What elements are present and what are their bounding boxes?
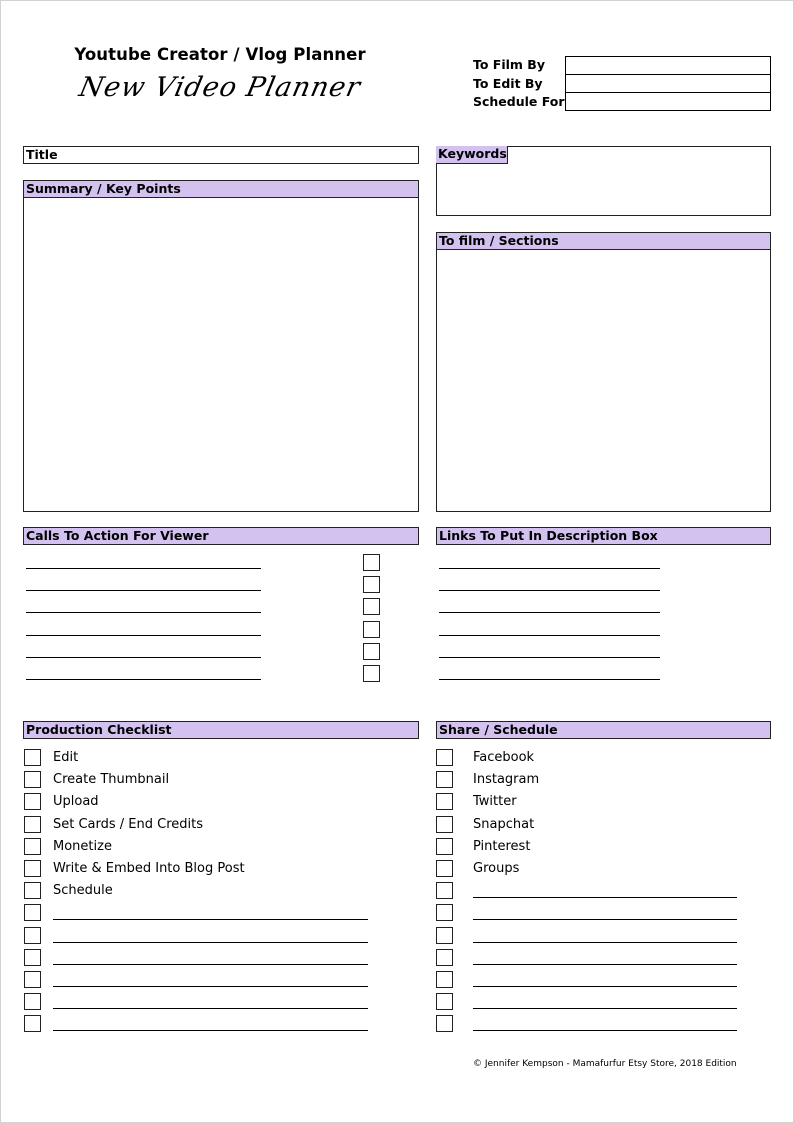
production-checkbox[interactable] — [24, 927, 41, 944]
share-header: Share / Schedule — [436, 721, 771, 739]
production-checkbox[interactable] — [24, 749, 41, 766]
share-blank-line[interactable] — [473, 919, 737, 920]
share-checkbox[interactable] — [436, 927, 453, 944]
share-item-label: Instagram — [473, 772, 540, 788]
production-blank-line[interactable] — [53, 964, 368, 965]
production-item-label: Edit — [53, 750, 79, 765]
share-blank-line[interactable] — [473, 897, 737, 898]
production-checkbox[interactable] — [24, 793, 41, 810]
share-blank-line[interactable] — [473, 964, 737, 965]
share-blank-line[interactable] — [473, 1008, 737, 1009]
production-checkbox[interactable] — [24, 838, 41, 855]
share-item-label: Pinterest — [473, 838, 531, 854]
to-film-header: To film / Sections — [436, 232, 771, 250]
production-checkbox[interactable] — [24, 993, 41, 1010]
share-checkbox[interactable] — [436, 860, 453, 877]
share-checkbox[interactable] — [436, 749, 453, 766]
production-checkbox[interactable] — [24, 882, 41, 899]
script-subtitle: New Video Planner — [76, 72, 364, 103]
cta-checkbox[interactable] — [363, 621, 380, 638]
to-film-box[interactable] — [436, 249, 771, 512]
production-checkbox[interactable] — [24, 904, 41, 921]
cta-line[interactable] — [26, 679, 261, 680]
link-line[interactable] — [439, 590, 660, 591]
edit-by-field[interactable] — [566, 74, 770, 92]
cta-checkbox[interactable] — [363, 665, 380, 682]
link-line[interactable] — [439, 568, 660, 569]
share-checkbox[interactable] — [436, 949, 453, 966]
cta-checkbox[interactable] — [363, 554, 380, 571]
production-blank-line[interactable] — [53, 1008, 368, 1009]
link-line[interactable] — [439, 635, 660, 636]
cta-line[interactable] — [26, 568, 261, 569]
share-blank-line[interactable] — [473, 942, 737, 943]
share-item-label: Snapchat — [473, 816, 535, 832]
schedule-for-label: Schedule For — [473, 94, 565, 109]
keywords-label: Keywords — [436, 146, 508, 164]
share-checkbox[interactable] — [436, 904, 453, 921]
production-checkbox[interactable] — [24, 816, 41, 833]
share-blank-line[interactable] — [473, 986, 737, 987]
edit-by-label: To Edit By — [473, 76, 543, 91]
footer-copyright: © Jennifer Kempson - Mamafurfur Etsy Store, 2018 Edition — [473, 1059, 737, 1069]
production-checkbox[interactable] — [24, 1015, 41, 1032]
share-checkbox[interactable] — [436, 816, 453, 833]
cta-checkbox[interactable] — [363, 643, 380, 660]
film-by-field[interactable] — [566, 57, 770, 74]
production-checkbox[interactable] — [24, 949, 41, 966]
production-item-label: Create Thumbnail — [53, 772, 170, 788]
date-fields — [565, 56, 771, 111]
production-item-label: Upload — [53, 794, 99, 810]
share-checkbox[interactable] — [436, 882, 453, 899]
production-blank-line[interactable] — [53, 942, 368, 943]
share-checkbox[interactable] — [436, 1015, 453, 1032]
production-item-label: Monetize — [53, 838, 112, 854]
schedule-for-field[interactable] — [566, 92, 770, 110]
share-checkbox[interactable] — [436, 993, 453, 1010]
production-blank-line[interactable] — [53, 1030, 368, 1031]
film-by-label: To Film By — [473, 57, 545, 72]
link-line[interactable] — [439, 679, 660, 680]
production-item-label: Write & Embed Into Blog Post — [53, 861, 245, 876]
cta-line[interactable] — [26, 612, 261, 613]
production-item-label: Set Cards / End Credits — [53, 816, 204, 832]
share-checkbox[interactable] — [436, 771, 453, 788]
share-checkbox[interactable] — [436, 838, 453, 855]
share-checkbox[interactable] — [436, 971, 453, 988]
share-checkbox[interactable] — [436, 793, 453, 810]
links-header: Links To Put In Description Box — [436, 527, 771, 545]
cta-checkbox[interactable] — [363, 576, 380, 593]
production-blank-line[interactable] — [53, 986, 368, 987]
cta-line[interactable] — [26, 657, 261, 658]
summary-box[interactable] — [23, 197, 419, 512]
link-line[interactable] — [439, 657, 660, 658]
title-label: Title — [26, 147, 58, 162]
production-checkbox[interactable] — [24, 971, 41, 988]
cta-checkbox[interactable] — [363, 598, 380, 615]
cta-line[interactable] — [26, 590, 261, 591]
production-blank-line[interactable] — [53, 919, 368, 920]
cta-line[interactable] — [26, 635, 261, 636]
cta-header: Calls To Action For Viewer — [23, 527, 419, 545]
production-item-label: Schedule — [53, 883, 113, 899]
share-item-label: Twitter — [473, 794, 517, 810]
link-line[interactable] — [439, 612, 660, 613]
share-item-label: Facebook — [473, 750, 535, 765]
title-field[interactable] — [23, 146, 419, 164]
summary-header: Summary / Key Points — [23, 180, 419, 198]
production-checkbox[interactable] — [24, 860, 41, 877]
page-title: Youtube Creator / Vlog Planner — [74, 45, 366, 64]
share-blank-line[interactable] — [473, 1030, 737, 1031]
share-item-label: Groups — [473, 861, 520, 876]
production-checkbox[interactable] — [24, 771, 41, 788]
production-header: Production Checklist — [23, 721, 419, 739]
